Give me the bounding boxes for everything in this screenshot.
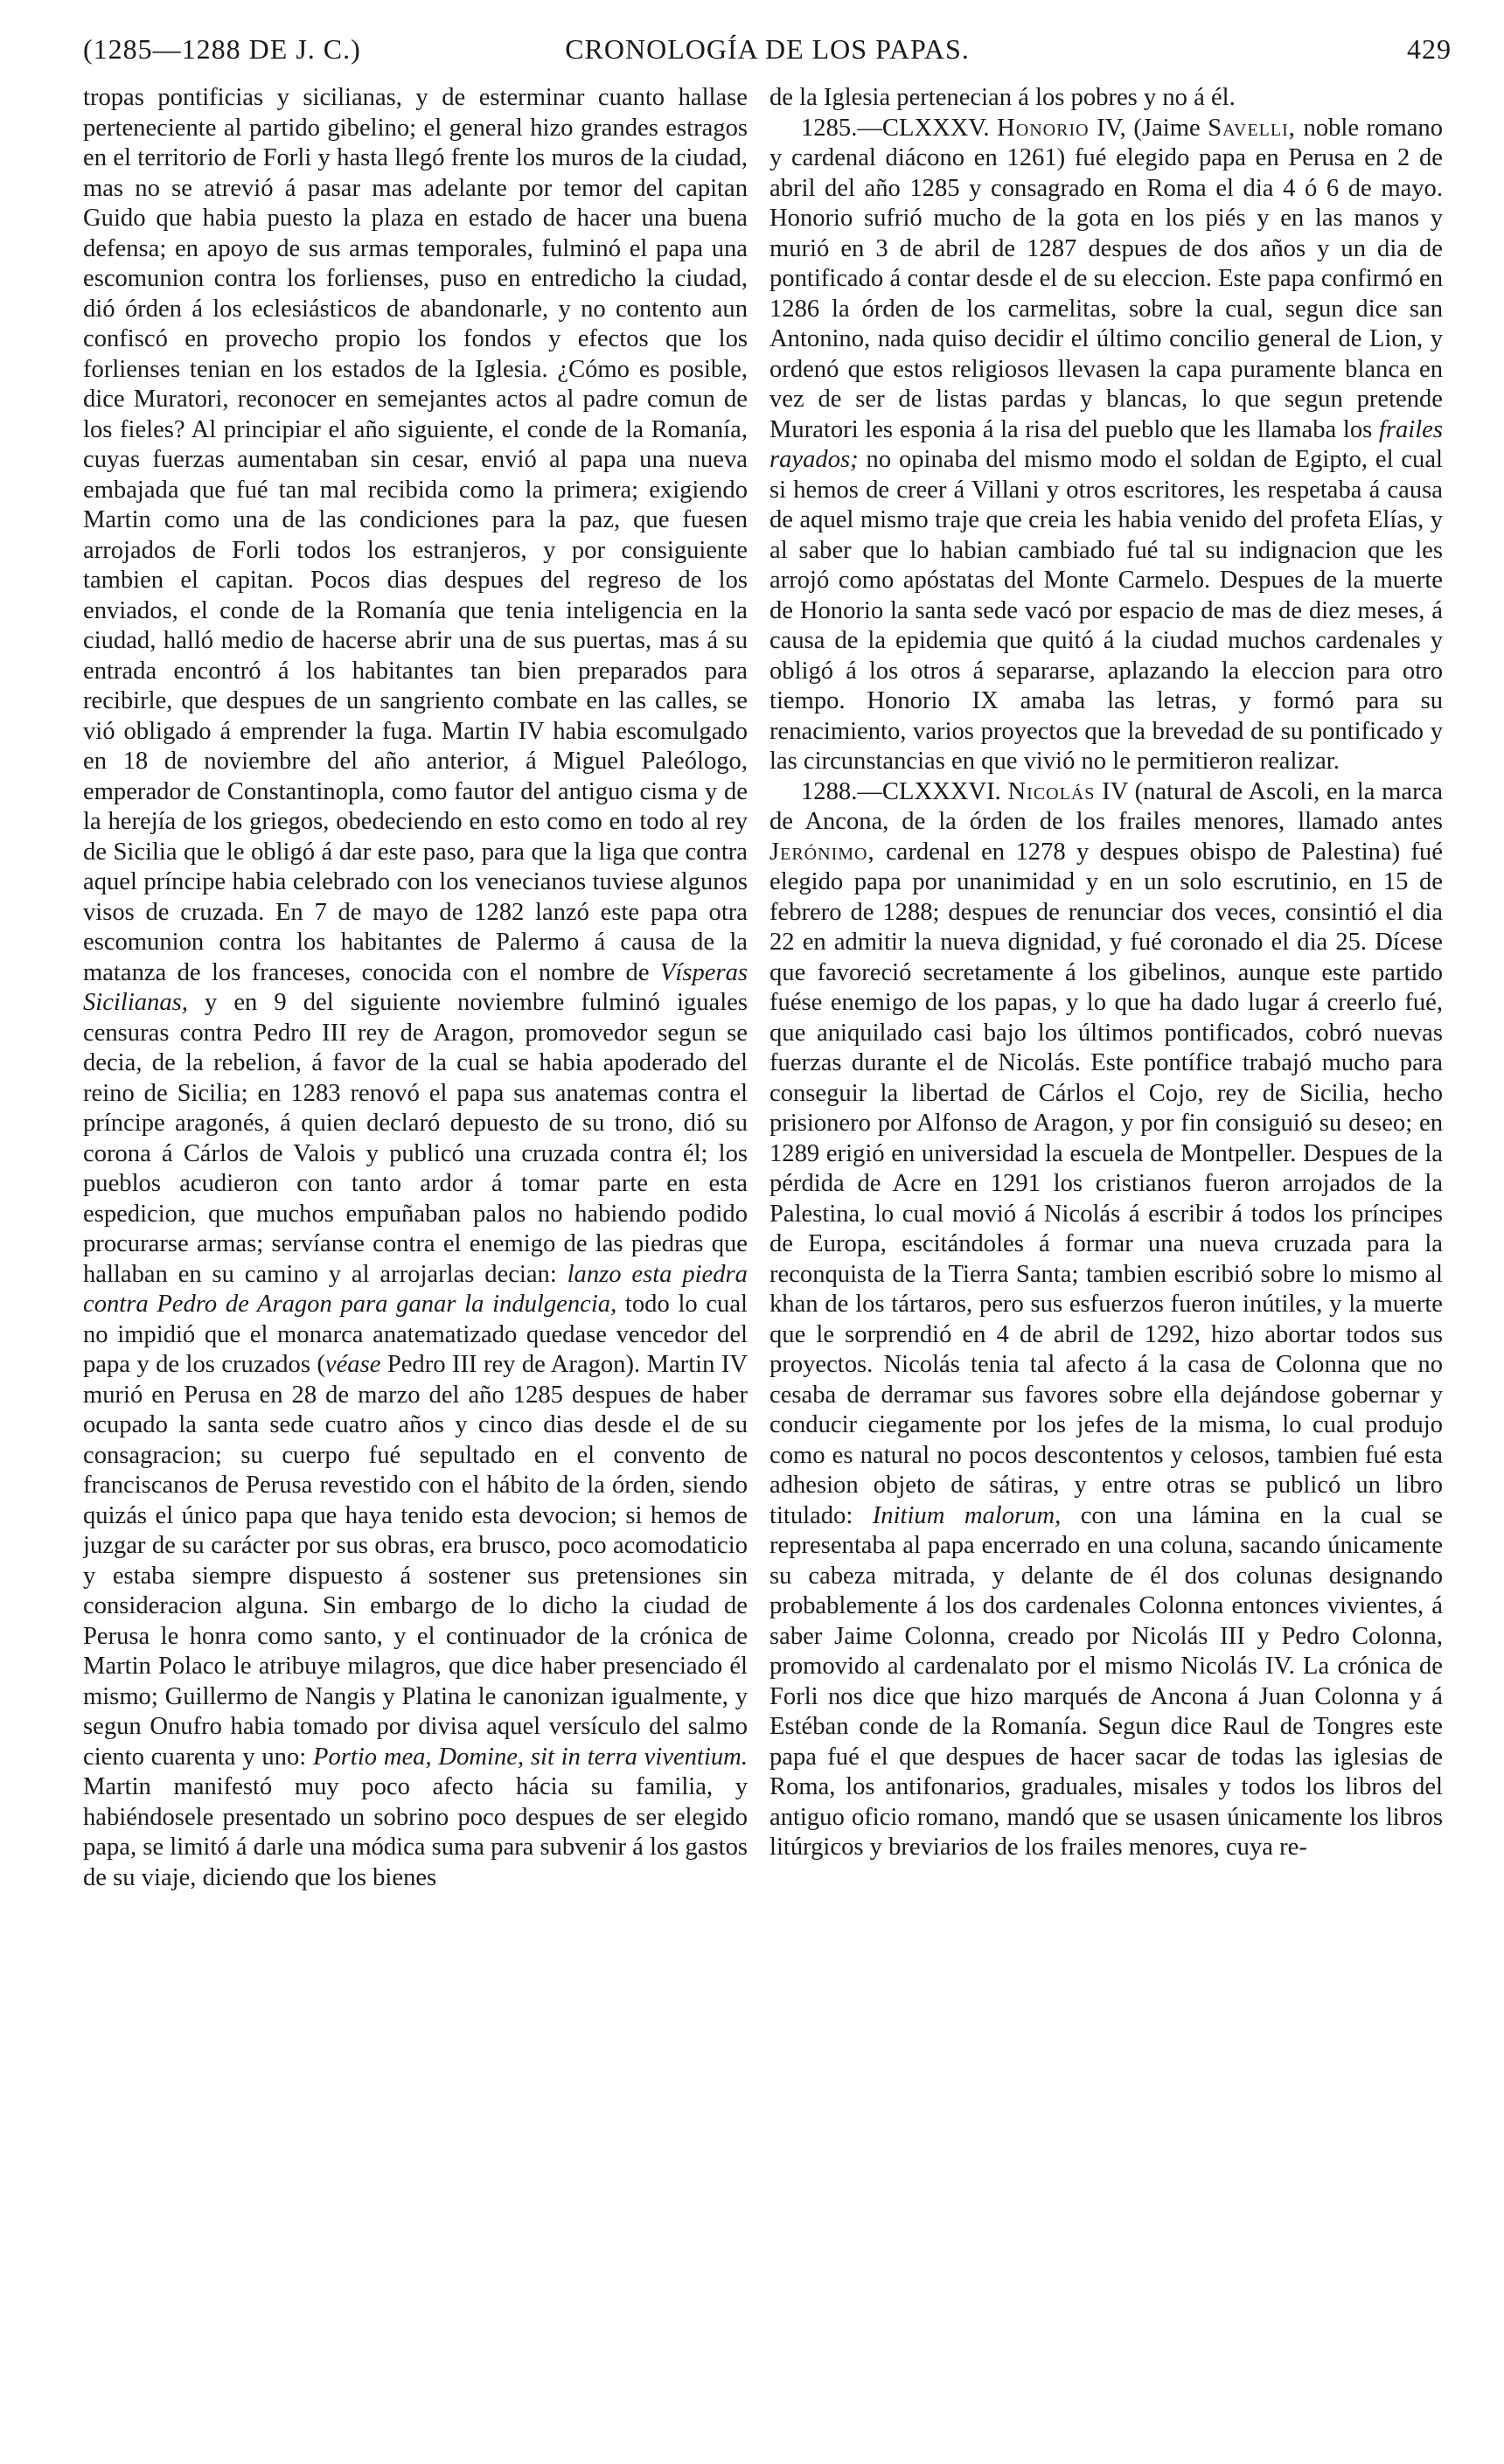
entry2-year: 1288.—CLXXXVI.	[801, 777, 1001, 805]
entry2-italic: Initium malorum,	[872, 1501, 1062, 1529]
entry-honorio-iv	[769, 114, 1443, 777]
right-text-a: de la Iglesia pertenecian á los pobres y no á él.	[769, 84, 1236, 111]
right-column	[769, 83, 1443, 2444]
left-italic-f: véase	[324, 1351, 381, 1378]
page-number: 429	[1407, 33, 1452, 65]
entry2-text-a: IV (natural de Ascoli, en la marca de Ancona, de la órden de los frailes menores, llamado antes	[769, 777, 1443, 835]
left-text-g: Pedro III rey de Aragon). Martin IV murió en Perusa en 28 de marzo del año 1285 despues de haber ocupado la santa sede cuatro años y cinco dias desde el de su consagracion; su cuerpo fué sepultado en el convento de franciscanos de Perusa revestido con el hábito de la órden, siendo quizás el único papa que haya tenido esta devocion; si hemos de juzgar de su carácter por sus obras, era brusco, poco acomodaticio y estaba siempre dispuesto á sostener sus pretensiones sin consideracion alguna. Sin embargo de lo dicho la ciudad de Perusa le honra como santo, y el continuador de la crónica de Martin Polaco le atribuye milagros, que dice haber presenciado él mismo; Guillermo de Nangis y Platina le canonizan igualmente, y segun Onufro habia tomado por divisa aquel versículo del salmo ciento cuarenta y uno:	[83, 1351, 748, 1771]
entry1-year: 1285.—CLXXXV.	[801, 114, 990, 142]
entry2-name-a: Nicolás	[1007, 777, 1096, 805]
right-continuation	[769, 83, 1443, 114]
entry2-text-c: con una lámina en la cual se representaba al papa encerrado en una coluna, sacando únicamente su cabeza mitrada, y delante de él dos colunas designando probablemente á los dos cardenales Colonna entonces vivientes, á saber Jaime Colonna, creado por Nicolás III y Pedro Colonna, promovido al cardenalato por el mismo Nicolás IV. La crónica de Forli nos dice que hizo marqués de Ancona á Juan Colonna y á Estéban conde de la Romanía. Segun dice Raul de Tongres este papa fué el que despues de hacer sacar de todas las iglesias de Roma, los antifonarios, graduales, misales y todos los libros del antiguo oficio romano, mandó que se usasen únicamente los libros litúrgicos y breviarios de los frailes menores, cuya re-	[769, 1501, 1443, 1861]
entry1-text-a: IV, (Jaime	[1097, 114, 1201, 142]
left-text-c: y en 9 del siguiente noviembre fulminó iguales censuras contra Pedro III rey de Aragon, promovedor segun se decia, de la rebelion, á favor de la cual se habia apoderado del reino de Sicilia; en 1283 renovó el papa sus anatemas contra el príncipe aragonés, á quien declaró depuesto de su trono, dió su corona á Cárlos de Valois y publicó una cruzada contra él; los pueblos acudieron con tanto ardor á tomar parte en esta espedicion, que muchos empuñaban palos no habiendo podido procurarse armas; servíanse contra el enemigo de las piedras que hallaban en su camino y al arrojarlas decian:	[83, 989, 748, 1288]
entry1-italic: frailes rayados;	[769, 415, 1443, 473]
entry1-text-b: noble romano y cardenal diácono en 1261) fué elegido papa en Perusa en 2 de abril del año 1285 y consagrado en Roma el dia 4 ó 6 de mayo. Honorio sufrió mucho de la gota en los piés y en las manos y murió en 3 de abril de 1287 despues de dos años y un dia de pontificado á contar desde el de su eleccion. Este papa confirmó en 1286 la órden de los carmelitas, sobre la cual, segun dice san Antonino, nada quiso decidir el último concilio general de Lion, y ordenó que estos religiosos llevasen la capa puramente blanca en vez de ser de listas pardas y blancas, lo que segun pretende Muratori les esponia á la risa del pueblo que les llamaba los	[769, 114, 1443, 443]
header-date-range: (1285—1288 DE J. C.)	[83, 33, 361, 65]
left-paragraph	[83, 83, 748, 1893]
left-text-i: Martin manifestó muy poco afecto hácia su familia, y habiéndosele presentado un sobrino poco despues de ser elegido papa, se limitó á darle una módica suma para subvenir á los gastos de su viaje, diciendo que los bienes	[83, 1773, 748, 1891]
left-column	[83, 83, 748, 2444]
left-italic-d: lanzo esta piedra contra Pedro de Aragon para ganar la indulgencia,	[83, 1260, 748, 1318]
left-text-a: tropas pontificias y sicilianas, y de esterminar cuanto hallase perteneciente al partido gibelino; el general hizo grandes estragos en el territorio de Forli y hasta llegó frente los muros de la ciudad, mas no se atrevió á pasar mas adelante por temor del capitan Guido que habia puesto la plaza en estado de hacer una buena defensa; en apoyo de sus armas temporales, fulminó el papa una escomunion contra los forlienses, puso en entredicho la ciudad, dió órden á los eclesiásticos de abandonarle, y no contento aun confiscó en provecho propio los fondos y efectos que los forlienses tenian en los estados de la Iglesia. ¿Cómo es posible, dice Muratori, reconocer en semejantes actos al padre comun de los fieles? Al principiar el año siguiente, el conde de la Romanía, cuyas fuerzas aumentaban sin cesar, envió al papa una nueva embajada que fué tan mal recibida como la primera; exigiendo Martin como una de las condiciones para la paz, que fuesen arrojados de Forli todos los estranjeros, y por consiguiente tambien el capitan. Pocos dias despues del regreso de los enviados, el conde de la Romanía que tenia inteligencia en la ciudad, halló medio de hacerse abrir una de sus puertas, mas á su entrada encontró á los habitantes tan bien preparados para recibirle, que despues de un sangriento combate en las calles, se vió obligado á emprender la fuga. Martin IV habia escomulgado en 18 de noviembre del año anterior, á Miguel Paleólogo, emperador de Constantinopla, como fautor del antiguo cisma y de la herejía de los griegos, obedeciendo en esto como en todo al rey de Sicilia que le obligó á dar este paso, para que la liga que contra aquel príncipe habia celebrado con los venecianos tuviese algunos visos de cruzada. En 7 de mayo de 1282 lanzó este papa otra escomunion contra los habitantes de Palermo á causa de la matanza de los franceses, conocida con el nombre de	[83, 84, 748, 986]
entry2-name-b: Jerónimo,	[769, 838, 875, 866]
entry1-name-b: Savelli,	[1208, 114, 1296, 142]
entry1-name-a: Honorio	[997, 114, 1090, 142]
left-italic-h: Portio mea, Domine, sit in terra viventium.	[312, 1743, 748, 1771]
left-text-e: todo lo cual no impidió que el monarca anatematizado quedase vencedor del papa y de los cruzados (	[83, 1291, 748, 1378]
header-title: CRONOLOGÍA DE LOS PAPAS.	[565, 33, 970, 65]
left-italic-b: Vísperas Sicilianas,	[83, 958, 748, 1016]
entry-nicolas-iv	[769, 777, 1443, 1863]
running-header	[83, 33, 1452, 72]
entry1-text-c: no opinaba del mismo modo el soldan de Egipto, el cual si hemos de creer á Villani y otros escritores, les respetaba á causa de aquel mismo traje que creia les habia venido del profeta Elías, y al saber que lo habian cambiado fué tal su indignacion que les arrojó como apóstatas del Monte Carmelo. Despues de la muerte de Honorio la santa sede vacó por espacio de mas de diez meses, á causa de la epidemia que quitó á la ciudad muchos cardenales y obligó á los otros á separarse, aplazando la eleccion para otro tiempo. Honorio IX amaba las letras, y formó para su renacimiento, varios proyectos que la brevedad de su pontificado y las circunstancias en que vivió no le permitieron realizar.	[769, 446, 1443, 775]
entry2-text-b: cardenal en 1278 y despues obispo de Palestina) fué elegido papa por unanimidad y en un solo escrutinio, en 15 de febrero de 1288; despues de renunciar dos veces, consintió el dia 22 en admitir la nueva dignidad, y fué coronado el dia 25. Dícese que favoreció secretamente á los gibelinos, aunque este partido fuése enemigo de los papas, y lo que ha dado lugar á creerlo fué, que aniquilado casi bajo los últimos pontificados, cobró nuevas fuerzas durante el de Nicolás. Este pontífice trabajó mucho para conseguir la libertad de Cárlos el Cojo, rey de Sicilia, hecho prisionero por Alfonso de Aragon, y por fin consiguió su deseo; en 1289 erigió en universidad la escuela de Montpeller. Despues de la pérdida de Acre en 1291 los cristianos fueron arrojados de la Palestina, lo cual movió á Nicolás á escribir á todos los príncipes de Europa, escitándoles á formar una nueva cruzada para la reconquista de la Tierra Santa; tambien escribió sobre lo mismo al khan de los tártaros, pero sus esfuerzos fueron inútiles, y la muerte que le sorprendió en 4 de abril de 1292, hizo abortar todos sus proyectos. Nicolás tenia tal afecto á la casa de Colonna que no cesaba de derramar sus favores sobre ella dejándose gobernar y conducir ciegamente por los jefes de la misma, lo cual produjo como es natural no pocos descontentos y celosos, tambien fué esta adhesion objeto de sátiras, y entre otras se publicó un libro titulado:	[769, 838, 1443, 1529]
